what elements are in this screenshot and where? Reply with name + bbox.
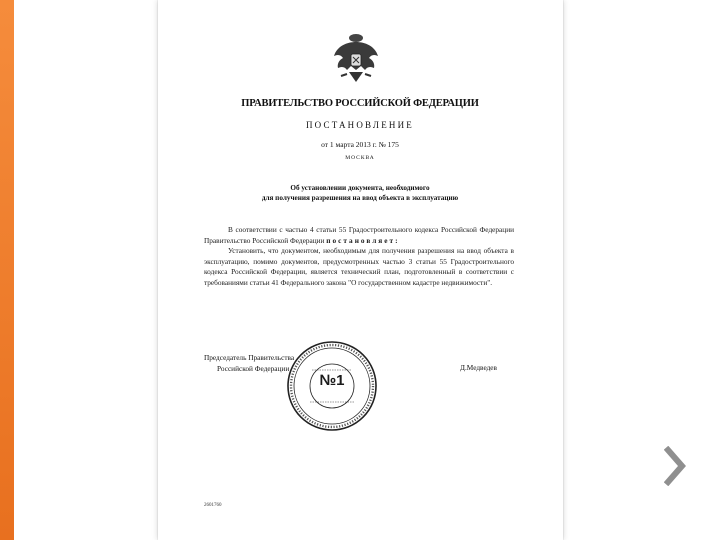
signer-title-line-2: Российской Федерации (217, 364, 290, 373)
signer-title-line-1: Председатель Правительства (204, 353, 295, 362)
paragraph-1-text: В соответствии с частью 4 статьи 55 Градостроительного кодекса Российской Федерации Правительство Российской Федерации (204, 225, 514, 245)
coat-of-arms-emblem (331, 30, 381, 86)
document-type: ПОСТАНОВЛЕНИЕ (305, 120, 415, 130)
seal-number: №1 (319, 372, 345, 389)
city: МОСКВА (345, 155, 375, 161)
chevron-right-icon[interactable] (664, 446, 688, 486)
government-title: ПРАВИТЕЛЬСТВО РОССИЙСКОЙ ФЕДЕРАЦИИ (241, 98, 479, 109)
body-text (204, 225, 514, 289)
paragraph-2: Установить, что документом, необходимым для получения разрешения на ввод объекта в эксплуатацию, помимо документов, предусмотренных частью 3 статьи 55 Градостроительного кодекса Российской Федерации, является технический план, подготовленный в соответствии с требованиями статьи 41 Федерального закона "О государственном кадастре недвижимости". (204, 246, 514, 287)
paragraph-1 (204, 225, 514, 246)
subject-title (190, 183, 530, 203)
signer-title (204, 352, 294, 374)
signer-name: Д.Медведев (460, 363, 497, 372)
date-line: от 1 марта 2013 г. № 175 (321, 140, 399, 149)
postanovlyaet: постановляет: (326, 235, 400, 245)
accent-bar (0, 0, 14, 540)
subject-line-2: для получения разрешения на ввод объекта в эксплуатацию (261, 194, 459, 202)
document-code: 2601760 (204, 503, 222, 508)
subject-line-1: Об установлении документа, необходимого (290, 184, 430, 192)
